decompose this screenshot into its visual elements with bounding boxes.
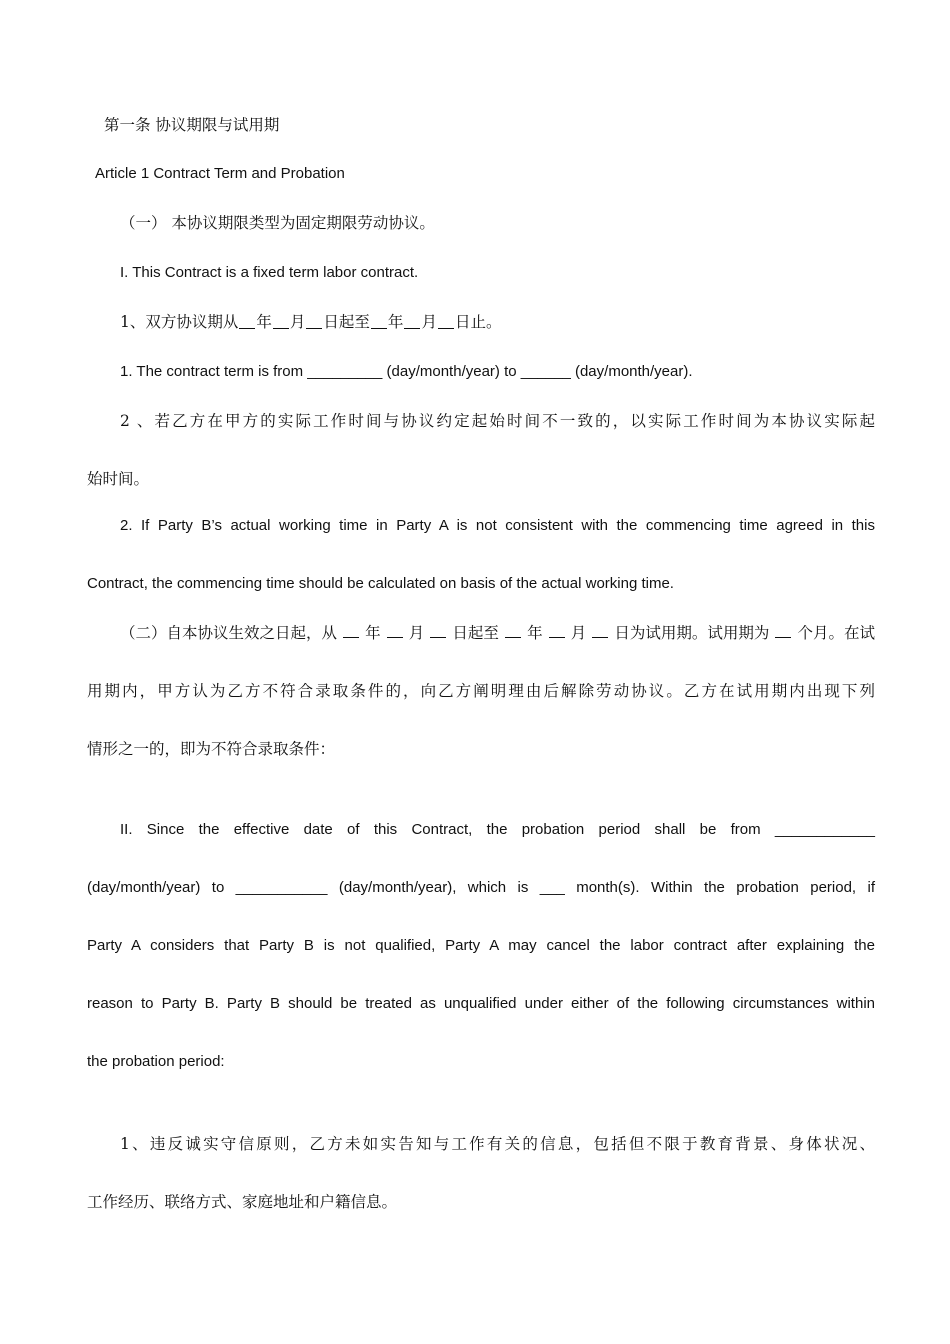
section2-en-line2: (day/month/year) to ___________ (day/month/year), which is ___ month(s). Within the probation period, if xyxy=(87,879,875,896)
item-cn-line2: 工作经历、联络方式、家庭地址和户籍信息。 xyxy=(87,1193,398,1211)
blank-line xyxy=(505,623,521,638)
text: 年 xyxy=(256,313,272,331)
blank-line xyxy=(592,623,608,638)
item-cn-line1: 1、违反诚实守信原则，乙方未如实告知与工作有关的信息，包括但不限于教育背景、身体状况、 xyxy=(120,1135,875,1153)
item2-en-line1: 2. If Party B’s actual working time in Party A is not consistent with the commencing time agreed in this xyxy=(120,517,875,534)
item1-en: 1. The contract term is from _________ (day/month/year) to ______ (day/month/year). xyxy=(120,363,693,380)
blank-line xyxy=(343,623,359,638)
blank-line xyxy=(371,314,387,329)
item1-cn xyxy=(120,312,501,332)
section2-cn-line1 xyxy=(120,623,875,643)
article-heading-en: Article 1 Contract Term and Probation xyxy=(95,165,345,182)
blank-line xyxy=(404,314,420,329)
item2-en-line2: Contract, the commencing time should be calculated on basis of the actual working time. xyxy=(87,575,674,592)
text: 年 xyxy=(527,624,543,642)
text: 1、双方协议期从 xyxy=(120,313,239,331)
text: 月 xyxy=(421,313,437,331)
section2-cn-line3: 情形之一的，即为不符合录取条件： xyxy=(87,740,336,758)
section2-cn-line2: 用期内，甲方认为乙方不符合录取条件的，向乙方阐明理由后解除劳动协议。乙方在试用期内出现下列 xyxy=(87,682,875,700)
section2-en-line4: reason to Party B. Party B should be treated as unqualified under either of the following circumstances within xyxy=(87,995,875,1012)
blank-line xyxy=(438,314,454,329)
blank-line xyxy=(430,623,446,638)
blank-line xyxy=(775,623,791,638)
text: 个月。在试 xyxy=(797,624,875,642)
item2-cn-line2: 始时间。 xyxy=(87,470,150,488)
text: 年 xyxy=(365,624,381,642)
text: 月 xyxy=(570,624,587,642)
blank-line xyxy=(387,623,403,638)
text: 日起至 xyxy=(452,624,499,642)
blank-line xyxy=(239,314,255,329)
section2-en-line5: the probation period: xyxy=(87,1053,225,1070)
text: （二）自本协议生效之日起，从 xyxy=(120,624,338,642)
text: 年 xyxy=(387,313,404,331)
blank-line xyxy=(549,623,565,638)
text: 日止。 xyxy=(454,313,502,331)
item2-cn-line1: 2 、若乙方在甲方的实际工作时间与协议约定起始时间不一致的，以实际工作时间为本协议实际起 xyxy=(120,412,875,430)
blank-line xyxy=(273,314,289,329)
section1-en: I. This Contract is a fixed term labor contract. xyxy=(120,264,419,281)
section2-en-line1: II. Since the effective date of this Contract, the probation period shall be from ____________ xyxy=(120,821,875,838)
article-heading-cn: 第一条 协议期限与试用期 xyxy=(104,116,280,134)
text: 日为试用期。试用期为 xyxy=(614,624,770,642)
blank-line xyxy=(306,314,322,329)
section2-en-line3: Party A considers that Party B is not qualified, Party A may cancel the labor contract after explaining the xyxy=(87,937,875,954)
text: 月 xyxy=(408,624,425,642)
section1-cn: （一） 本协议期限类型为固定期限劳动协议。 xyxy=(120,214,435,232)
text: 日起至 xyxy=(323,313,370,331)
text: 月 xyxy=(289,313,306,331)
